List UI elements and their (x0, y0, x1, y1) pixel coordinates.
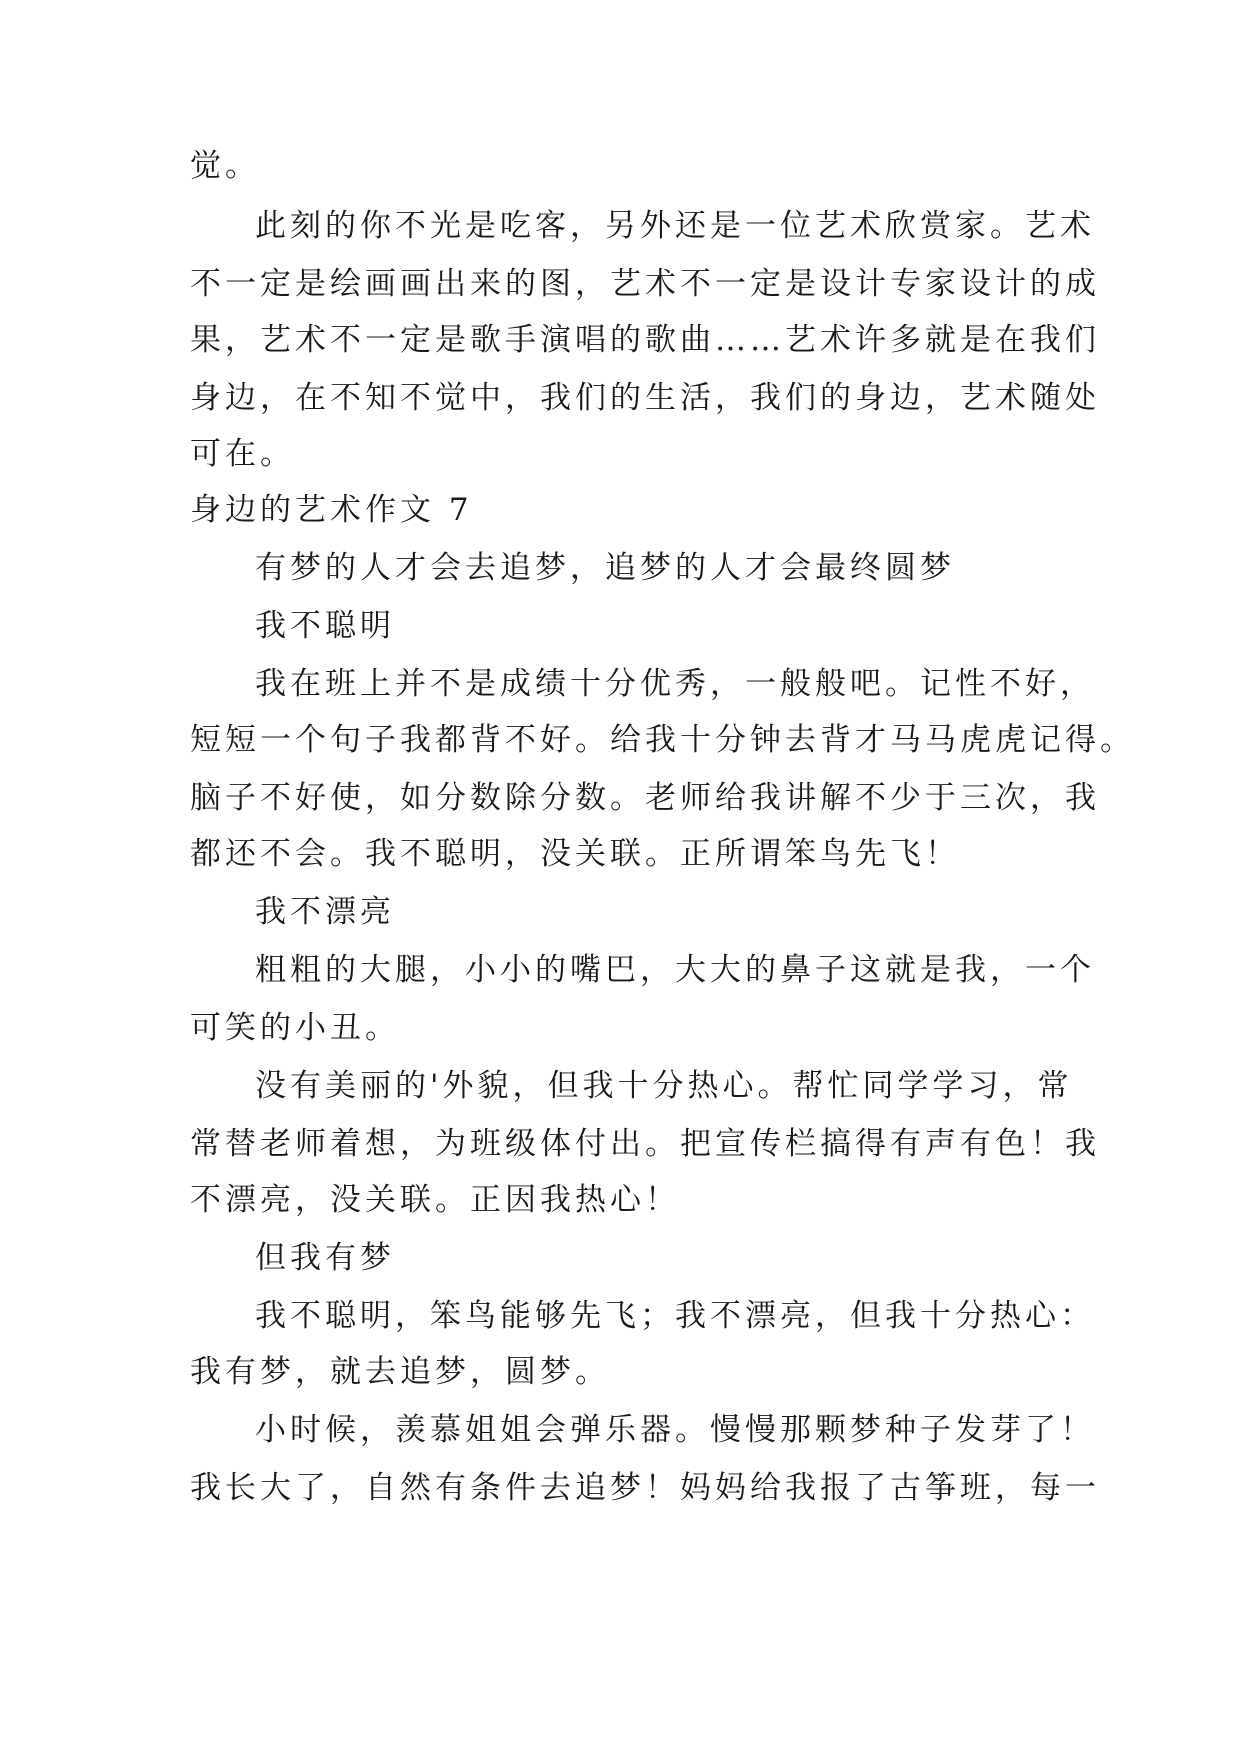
text-line: 脑子不好使，如分数除分数。老师给我讲解不少于三次，我 (190, 780, 1100, 816)
text-line: 短短一个句子我都背不好。给我十分钟去背才马马虎虎记得。 (190, 722, 1135, 758)
paragraph-line: 我不聪明，笨鸟能够先飞；我不漂亮，但我十分热心： (255, 1298, 1095, 1334)
text-line: 都还不会。我不聪明，没关联。正所谓笨鸟先飞！ (190, 836, 960, 872)
subheading: 我不漂亮 (255, 894, 395, 930)
subheading: 但我有梦 (255, 1240, 395, 1276)
text-line: 觉。 (190, 148, 260, 184)
text-line: 果，艺术不一定是歌手演唱的歌曲……艺术许多就是在我们 (190, 322, 1100, 358)
text-line: 可在。 (190, 436, 295, 472)
paragraph-line: 此刻的你不光是吃客，另外还是一位艺术欣赏家。艺术 (255, 208, 1095, 244)
paragraph-line: 有梦的人才会去追梦，追梦的人才会最终圆梦 (255, 550, 955, 586)
subheading: 我不聪明 (255, 608, 395, 644)
section-heading: 身边的艺术作文 7 (190, 492, 473, 528)
text-line: 不漂亮，没关联。正因我热心！ (190, 1182, 680, 1218)
text-line: 可笑的小丑。 (190, 1010, 400, 1046)
paragraph-line: 我在班上并不是成绩十分优秀，一般般吧。记性不好， (255, 666, 1095, 702)
text-line: 我有梦，就去追梦，圆梦。 (190, 1354, 610, 1390)
paragraph-line: 粗粗的大腿，小小的嘴巴，大大的鼻子这就是我，一个 (255, 952, 1095, 988)
text-line: 不一定是绘画画出来的图，艺术不一定是设计专家设计的成 (190, 266, 1100, 302)
text-line: 我长大了，自然有条件去追梦！妈妈给我报了古筝班，每一 (190, 1470, 1100, 1506)
paragraph-line: 没有美丽的'外貌，但我十分热心。帮忙同学学习，常 (255, 1068, 1073, 1104)
text-line: 身边，在不知不觉中，我们的生活，我们的身边，艺术随处 (190, 380, 1100, 416)
paragraph-line: 小时候，羡慕姐姐会弹乐器。慢慢那颗梦种子发芽了！ (255, 1412, 1095, 1448)
text-line: 常替老师着想，为班级体付出。把宣传栏搞得有声有色！我 (190, 1126, 1100, 1162)
